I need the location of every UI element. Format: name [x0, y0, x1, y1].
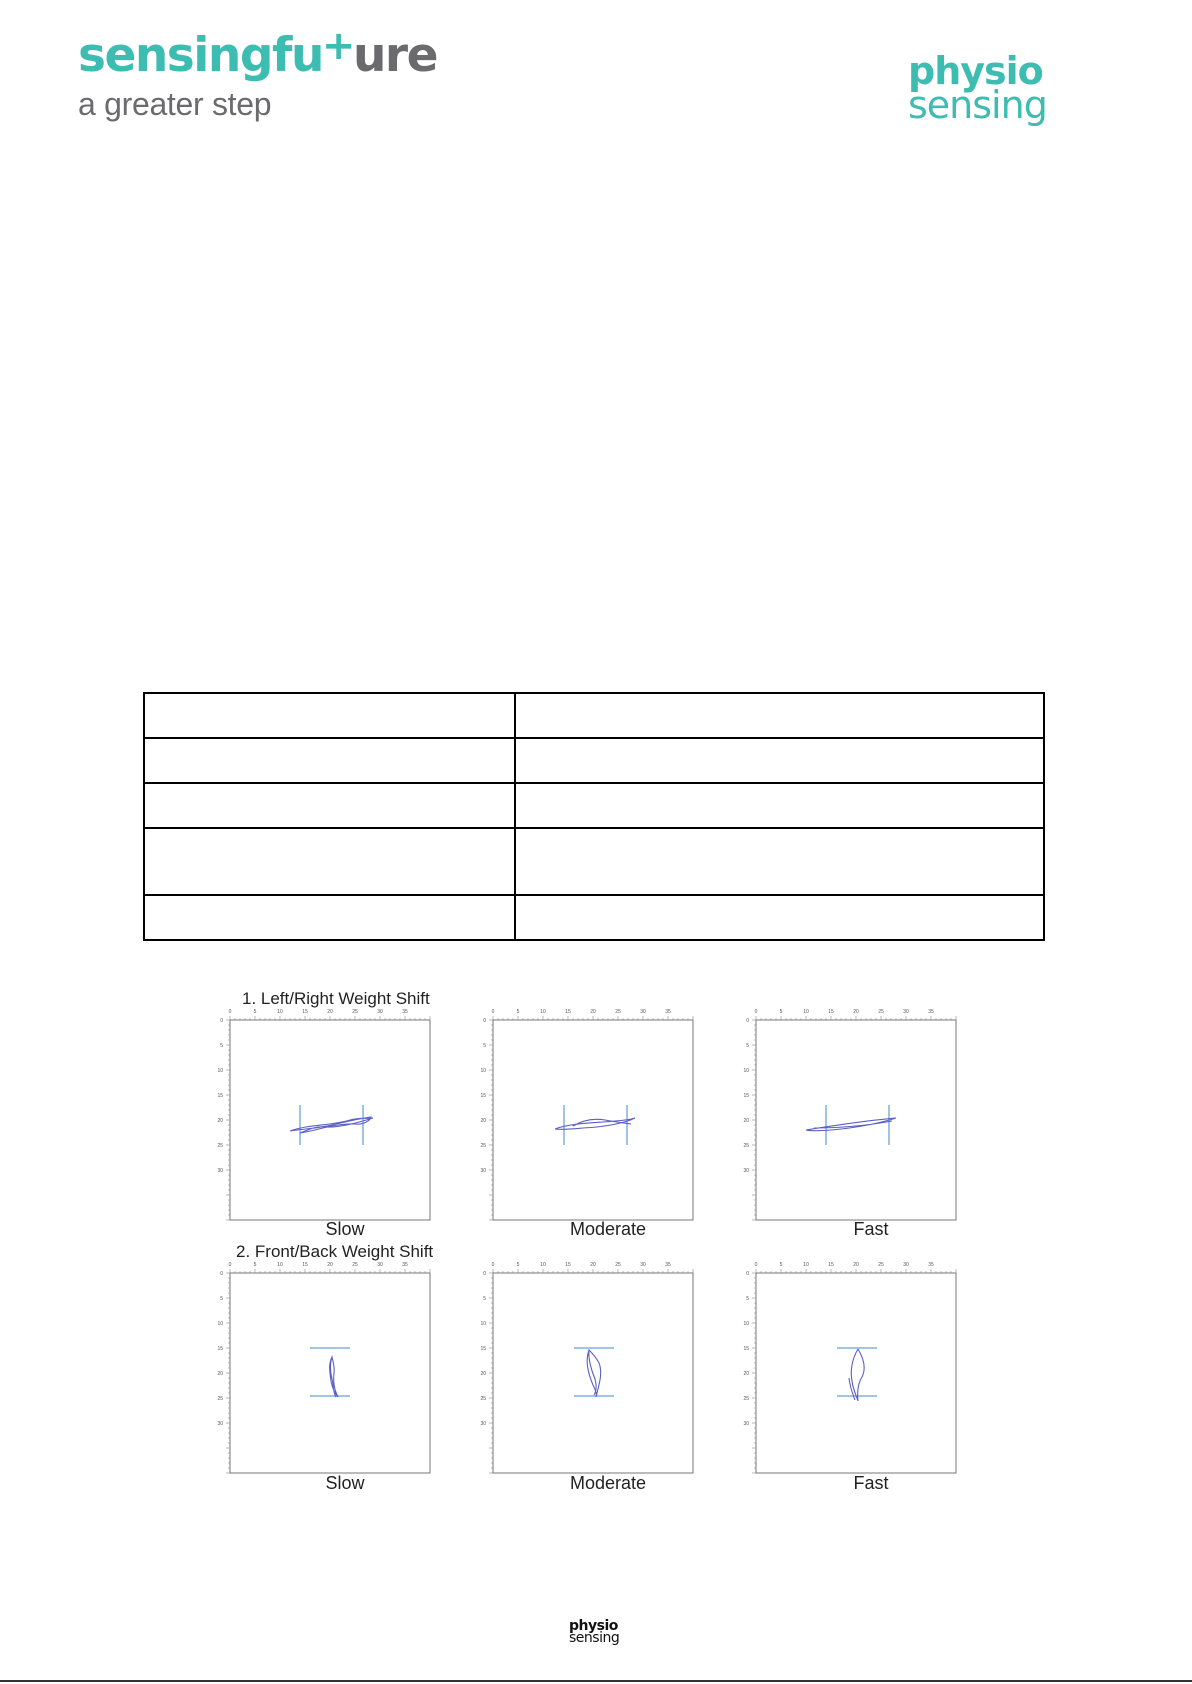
- plot-frame: [230, 1020, 430, 1220]
- axis-tick-label: 25: [352, 1262, 358, 1268]
- speed-label-moderate: Moderate: [569, 1473, 647, 1493]
- speed-label-fast: Fast: [853, 1219, 889, 1239]
- axis-tick-label: 10: [277, 1262, 283, 1268]
- axis-tick-label: 15: [480, 1093, 486, 1099]
- table-cell: [144, 738, 515, 783]
- axis-tick-label: 20: [743, 1118, 749, 1124]
- axis-tick-label: 15: [217, 1093, 223, 1099]
- axis-tick-label: 5: [253, 1009, 257, 1015]
- bottom-rule: [0, 1680, 1192, 1682]
- axis-tick-label: 30: [640, 1262, 646, 1268]
- axis-tick-label: 30: [480, 1168, 486, 1174]
- axis-tick-label: 5: [253, 1262, 257, 1268]
- table-cell: [144, 783, 515, 828]
- axis-tick-label: 30: [743, 1168, 749, 1174]
- table-cell: [144, 693, 515, 738]
- plot-fb-fast: [743, 1262, 956, 1473]
- axis-tick-label: 20: [590, 1262, 596, 1268]
- axis-tick-label: 25: [615, 1009, 621, 1015]
- section2-title: 2. Front/Back Weight Shift: [236, 1242, 434, 1261]
- axis-tick-label: 35: [665, 1262, 671, 1268]
- axis-tick-label: 15: [828, 1262, 834, 1268]
- axis-tick-label: 0: [754, 1262, 758, 1268]
- table-cell: [144, 828, 515, 895]
- brand-plus: +: [321, 23, 354, 69]
- axis-tick-label: 0: [220, 1271, 223, 1277]
- axis-tick-label: 5: [746, 1043, 749, 1049]
- table-cell: [515, 738, 1044, 783]
- footer-logo-line1: physio: [569, 1618, 618, 1634]
- plot-lr-fast: [743, 1009, 956, 1220]
- axis-tick-label: 15: [565, 1262, 571, 1268]
- axis-tick-label: 15: [743, 1093, 749, 1099]
- axis-tick-label: 5: [516, 1262, 520, 1268]
- axis-tick-label: 10: [480, 1068, 486, 1074]
- tagline: a greater step: [78, 86, 272, 122]
- axis-tick-label: 25: [480, 1396, 486, 1402]
- axis-tick-label: 25: [743, 1396, 749, 1402]
- axis-tick-label: 20: [327, 1262, 333, 1268]
- plot-fb-moderate: [480, 1262, 693, 1473]
- footer-physiosensing-logo: [569, 1620, 619, 1644]
- table-cell: [144, 895, 515, 940]
- table-row: [144, 693, 1044, 738]
- axis-tick-label: 10: [803, 1009, 809, 1015]
- axis-tick-label: 20: [480, 1371, 486, 1377]
- axis-tick-label: 35: [402, 1009, 408, 1015]
- brand-part1: sensingfu: [78, 28, 323, 83]
- axis-tick-label: 35: [928, 1262, 934, 1268]
- axis-tick-label: 0: [491, 1009, 495, 1015]
- table-cell: [515, 693, 1044, 738]
- brand-part2: ure: [352, 28, 437, 83]
- axis-tick-label: 5: [746, 1296, 749, 1302]
- trajectory-path: [806, 1118, 896, 1131]
- axis-tick-label: 15: [565, 1009, 571, 1015]
- axis-tick-label: 30: [217, 1421, 223, 1427]
- axis-tick-label: 10: [217, 1068, 223, 1074]
- axis-tick-label: 20: [217, 1118, 223, 1124]
- axis-tick-label: 10: [277, 1009, 283, 1015]
- axis-tick-label: 30: [743, 1421, 749, 1427]
- axis-tick-label: 30: [640, 1009, 646, 1015]
- axis-tick-label: 25: [352, 1009, 358, 1015]
- table-row: [144, 828, 1044, 895]
- axis-tick-label: 25: [743, 1143, 749, 1149]
- axis-tick-label: 15: [302, 1009, 308, 1015]
- axis-tick-label: 10: [803, 1262, 809, 1268]
- table-row: [144, 738, 1044, 783]
- axis-tick-label: 30: [377, 1009, 383, 1015]
- trajectory-path: [587, 1350, 601, 1397]
- axis-tick-label: 30: [217, 1168, 223, 1174]
- axis-tick-label: 15: [302, 1262, 308, 1268]
- axis-tick-label: 10: [743, 1068, 749, 1074]
- axis-tick-label: 10: [480, 1321, 486, 1327]
- speed-label-slow: Slow: [325, 1473, 365, 1493]
- axis-tick-label: 10: [540, 1262, 546, 1268]
- plot-frame: [756, 1020, 956, 1220]
- axis-tick-label: 5: [220, 1043, 223, 1049]
- axis-tick-label: 0: [220, 1018, 223, 1024]
- table-cell: [515, 828, 1044, 895]
- axis-tick-label: 25: [217, 1396, 223, 1402]
- axis-tick-label: 15: [217, 1346, 223, 1352]
- table-row: [144, 783, 1044, 828]
- table-row: [144, 895, 1044, 940]
- axis-tick-label: 5: [779, 1009, 783, 1015]
- axis-tick-label: 5: [483, 1296, 486, 1302]
- axis-tick-label: 20: [480, 1118, 486, 1124]
- axis-tick-label: 30: [903, 1009, 909, 1015]
- axis-tick-label: 35: [665, 1009, 671, 1015]
- axis-tick-label: 15: [480, 1346, 486, 1352]
- sensingfuture-wordmark: [78, 23, 437, 84]
- axis-tick-label: 20: [217, 1371, 223, 1377]
- axis-tick-label: 15: [743, 1346, 749, 1352]
- axis-tick-label: 5: [779, 1262, 783, 1268]
- axis-tick-label: 30: [903, 1262, 909, 1268]
- axis-tick-label: 0: [491, 1262, 495, 1268]
- axis-tick-label: 0: [228, 1262, 232, 1268]
- axis-tick-label: 20: [853, 1009, 859, 1015]
- plot-lr-slow: [217, 1009, 430, 1220]
- axis-tick-label: 10: [540, 1009, 546, 1015]
- table-cell: [515, 895, 1044, 940]
- footer-logo-line2: sensing: [569, 1630, 620, 1646]
- axis-tick-label: 25: [615, 1262, 621, 1268]
- speed-label-fast: Fast: [853, 1473, 889, 1493]
- axis-tick-label: 25: [480, 1143, 486, 1149]
- axis-tick-label: 0: [483, 1271, 486, 1277]
- physiosensing-logo-line1: physio: [908, 49, 1043, 93]
- axis-tick-label: 0: [228, 1009, 232, 1015]
- trajectory-path: [330, 1357, 338, 1397]
- trajectory-path: [555, 1118, 635, 1129]
- axis-tick-label: 30: [480, 1421, 486, 1427]
- axis-tick-label: 20: [853, 1262, 859, 1268]
- axis-tick-label: 0: [746, 1271, 749, 1277]
- speed-label-slow: Slow: [325, 1219, 365, 1239]
- axis-tick-label: 10: [743, 1321, 749, 1327]
- axis-tick-label: 20: [743, 1371, 749, 1377]
- table-cell: [515, 783, 1044, 828]
- axis-tick-label: 5: [516, 1009, 520, 1015]
- trajectory-path: [290, 1117, 373, 1133]
- trajectory-path: [849, 1349, 864, 1401]
- sensingfuture-logo: [78, 23, 437, 123]
- plot-lr-moderate: [480, 1009, 693, 1220]
- axis-tick-label: 0: [483, 1018, 486, 1024]
- physiosensing-logo: [908, 49, 1047, 127]
- axis-tick-label: 0: [754, 1009, 758, 1015]
- info-table: [143, 692, 1045, 941]
- section1-title: 1. Left/Right Weight Shift: [242, 989, 430, 1008]
- plot-frame: [756, 1273, 956, 1473]
- axis-tick-label: 35: [402, 1262, 408, 1268]
- axis-tick-label: 0: [746, 1018, 749, 1024]
- axis-tick-label: 5: [220, 1296, 223, 1302]
- axis-tick-label: 25: [217, 1143, 223, 1149]
- axis-tick-label: 25: [878, 1009, 884, 1015]
- axis-tick-label: 30: [377, 1262, 383, 1268]
- speed-label-moderate: Moderate: [569, 1219, 647, 1239]
- axis-tick-label: 35: [928, 1009, 934, 1015]
- plot-fb-slow: [217, 1262, 430, 1473]
- axis-tick-label: 25: [878, 1262, 884, 1268]
- axis-tick-label: 10: [217, 1321, 223, 1327]
- axis-tick-label: 20: [590, 1009, 596, 1015]
- physiosensing-logo-line2: sensing: [908, 83, 1047, 127]
- axis-tick-label: 5: [483, 1043, 486, 1049]
- axis-tick-label: 20: [327, 1009, 333, 1015]
- axis-tick-label: 15: [828, 1009, 834, 1015]
